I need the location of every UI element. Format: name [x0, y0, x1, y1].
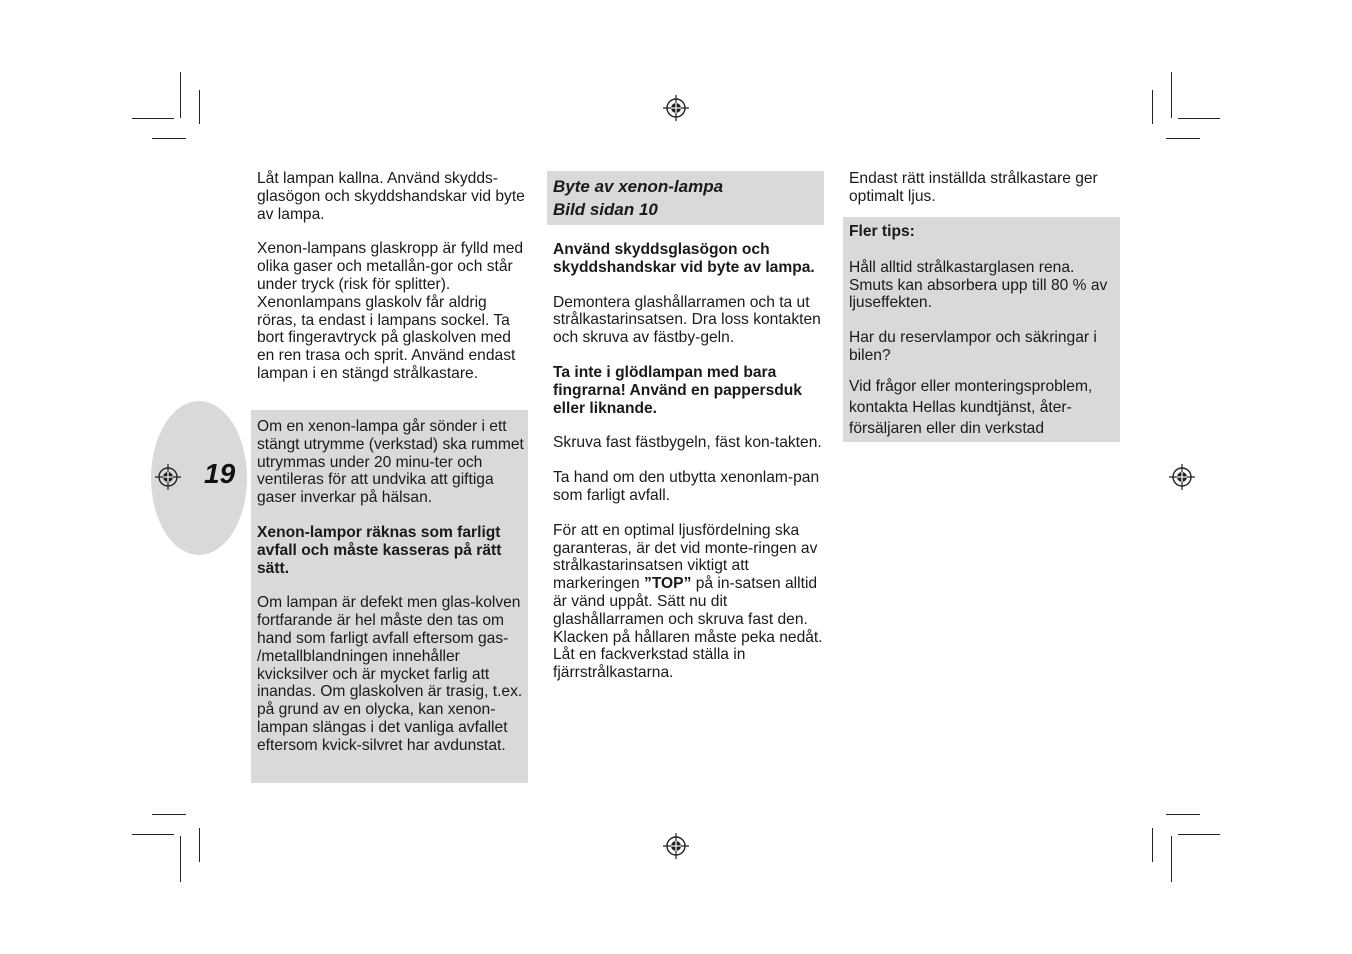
column-3-top [849, 170, 1121, 206]
column-1-gray-box [251, 410, 528, 783]
warning-text: Xenon-lampor räknas som farligt avfall och måste kasseras på rätt sätt. [257, 523, 502, 577]
crop-mark [152, 814, 186, 815]
section-subheading: Bild sidan 10 [553, 200, 658, 219]
tip-text: Har du reservlampor och säkringar i bilen? [849, 329, 1097, 364]
crop-mark [1166, 138, 1200, 139]
tip-text: Håll alltid strålkastarglasen rena. Smuts kan absorbera upp till 80 % av ljuseffekten. [849, 258, 1108, 312]
crop-mark [152, 138, 186, 139]
column-2 [553, 241, 827, 682]
registration-mark-icon [1169, 464, 1195, 490]
crop-mark [1152, 828, 1153, 862]
paragraph: Skruva fast fästbygeln, fäst kon-takten. [553, 434, 822, 452]
crop-mark [132, 834, 174, 835]
registration-mark-icon [663, 833, 689, 859]
crop-mark [1166, 814, 1200, 815]
crop-mark [1152, 90, 1153, 124]
tips-heading: Fler tips: [849, 223, 915, 240]
registration-mark-icon [155, 464, 181, 490]
crop-mark [199, 828, 200, 862]
paragraph [553, 522, 827, 682]
paragraph: Låt lampan kallna. Använd skydds-glasögon och skyddshandskar vid byte av lampa. [257, 170, 525, 223]
paragraph: Xenon-lampans glaskropp är fylld med olika gaser och metallån-gor och står under tryck (risk för splitter). Xenonlampans glaskolv får aldrig röras, ta endast i lampans sockel. Ta bort fingeravtryck på glaskolven med en ren trasa och sprit. Använd endast lampan i en stängd strålkastare. [257, 240, 524, 382]
column-1-top [257, 170, 529, 383]
top-marking-text: ”TOP” [644, 575, 692, 593]
section-heading: Byte av xenon-lampa [553, 177, 724, 196]
crop-mark [1171, 72, 1172, 118]
crop-mark [180, 72, 181, 118]
warning-text: Ta inte i glödlampan med bara fingrarna! Använd en pappersduk eller liknande. [553, 363, 802, 417]
registration-mark-icon [663, 95, 689, 121]
crop-mark [132, 118, 174, 119]
crop-mark [1171, 836, 1172, 882]
paragraph: Om lampan är defekt men glas-kolven fortfarande är hel måste den tas om hand som farligt avfall eftersom gas- /metallblandningen innehåller kvicksilver och är mycket farlig att inandas. Om glaskolven är trasig, t.ex. på grund av en olycka, kan xenon-lampan slängas i det vanliga avfallet eftersom kvick-silvret har avdunstat. [257, 594, 523, 754]
paragraph-text: på in-satsen alltid är vänd uppåt. Sätt nu dit glashållarramen och skruva fast den. Klacken på hållaren måste peka nedåt. Låt en fackverkstad ställa in fjärrstrålkastarna. [553, 575, 823, 682]
warning-text: Använd skyddsglasögon och skyddshandskar vid byte av lampa. [553, 241, 815, 276]
tips-box [843, 217, 1120, 442]
crop-mark [1178, 834, 1220, 835]
tip-text: Vid frågor eller monteringsproblem, kontakta Hellas kundtjänst, åter-försäljaren eller din verkstad [849, 377, 1093, 437]
page-number: 19 [204, 458, 236, 489]
paragraph: Om en xenon-lampa går sönder i ett stängt utrymme (verkstad) ska rummet utrymmas under 20 minu-ter och ventileras för att undvika att giftiga gaser inverkar på hälsan. [257, 418, 524, 507]
paragraph-text: För att en optimal ljusfördelning ska garanteras, är det vid monte-ringen av strålkastarinsatsen viktigt att markeringen [553, 521, 818, 593]
crop-mark [180, 836, 181, 882]
crop-mark [199, 90, 200, 124]
paragraph: Demontera glashållarramen och ta ut strålkastarinsatsen. Dra loss kontakten och skruva av fästby-geln. [553, 293, 821, 347]
crop-mark [1178, 118, 1220, 119]
section-heading-box [547, 171, 824, 225]
paragraph: Endast rätt inställda strålkastare ger optimalt ljus. [849, 170, 1098, 205]
paragraph: Ta hand om den utbytta xenonlam-pan som farligt avfall. [553, 469, 820, 504]
